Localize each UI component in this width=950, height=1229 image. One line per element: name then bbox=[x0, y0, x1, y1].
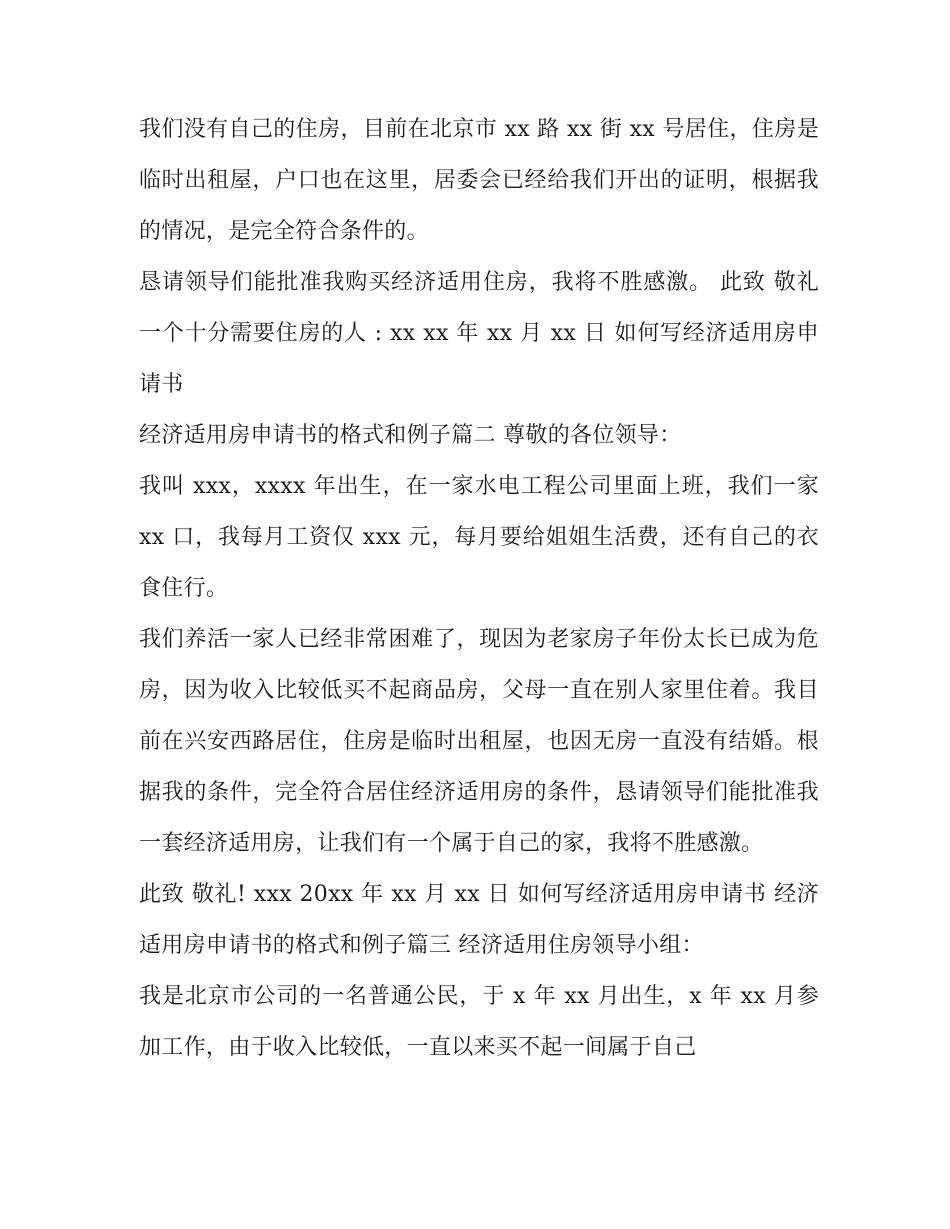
paragraph-request-closing: 恳请领导们能批准我购买经济适用住房，我将不胜感激。 此致 敬礼 一个十分需要住房的人 : xx xx 年 xx 月 xx 日 如何写经济适用房申请书 bbox=[139, 270, 819, 397]
paragraph-applicant-three-intro: 我是北京市公司的一名普通公民，于 x 年 xx 月出生，x 年 xx 月参加工作，由于收入比较低，一直以来买不起一间属于自己 bbox=[139, 984, 819, 1060]
document-body bbox=[139, 104, 819, 1073]
paragraph-housing-status: 我们没有自己的住房，目前在北京市 xx 路 xx 街 xx 号居住，住房是临时出租屋，户口也在这里，居委会已经给我们开出的证明，根据我的情况，是完全符合条件的。 bbox=[139, 117, 819, 244]
paragraph-family-hardship: 我们养活一家人已经非常困难了，现因为老家房子年份太长已成为危房，因为收入比较低买不起商品房，父母一直在别人家里住着。我目前在兴安西路居住，住房是临时出租屋，也因无房一直没有结婚。根据我的条件，完全符合居住经济适用房的条件，恳请领导们能批准我一套经济适用房，让我们有一个属于自己的家，我将不胜感激。 bbox=[139, 627, 819, 856]
paragraph-applicant-intro: 我叫 xxx，xxxx 年出生，在一家水电工程公司里面上班，我们一家 xx 口，我每月工资仅 xxx 元，每月要给姐姐生活费，还有自己的衣食住行。 bbox=[139, 474, 819, 601]
paragraph-closing-section-three: 此致 敬礼! xxx 20xx 年 xx 月 xx 日 如何写经济适用房申请书 经济适用房申请书的格式和例子篇三 经济适用住房领导小组： bbox=[139, 882, 819, 958]
paragraph-section-two-heading: 经济适用房申请书的格式和例子篇二 尊敬的各位领导： bbox=[139, 423, 682, 448]
